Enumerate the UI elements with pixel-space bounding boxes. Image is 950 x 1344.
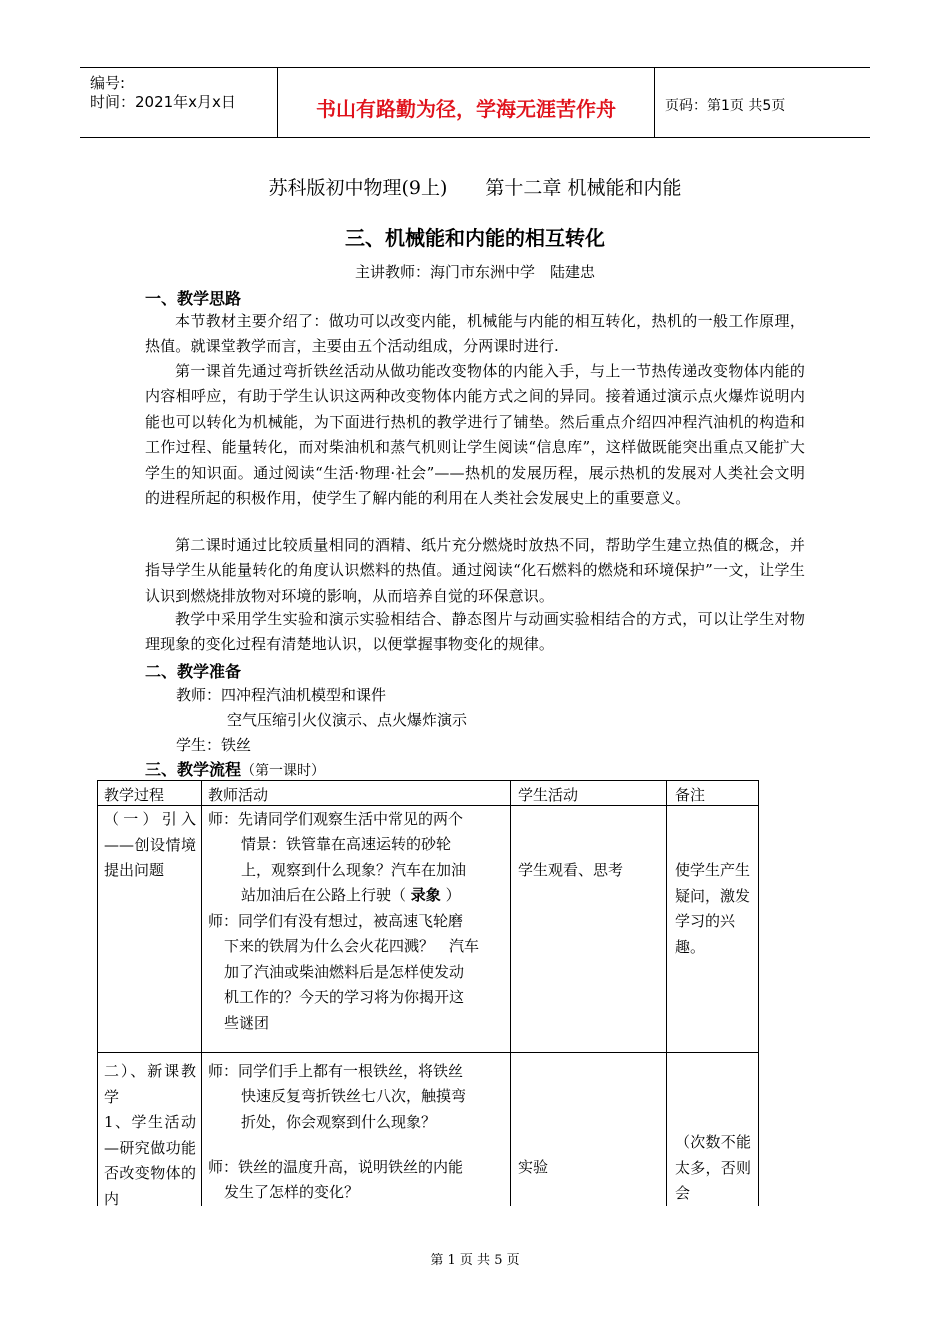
prep-teacher-line2: 空气压缩引火仪演示、点火爆炸演示	[227, 711, 468, 729]
section1-paragraph-1: 本节教材主要介绍了：做功可以改变内能，机械能与内能的相互转化，热机的一般工作原理，热值。就课堂教学而言，主要由五个活动组成，分两课时进行.	[145, 312, 805, 356]
row1-teacher-line4-bold: 录象	[410, 886, 441, 904]
row1-student: 学生观看、思考	[518, 861, 624, 879]
row1-teacher-line4	[241, 883, 461, 909]
row1-teacher-line4-post: ）	[440, 886, 461, 904]
doc-teacher: 主讲教师：海门市东洲中学 陆建忠	[354, 263, 595, 281]
motto: 书山有路勤为径，学海无涯苦作舟	[316, 97, 616, 121]
prep-teacher-line1: 教师：四冲程汽油机模型和课件	[176, 686, 387, 704]
row1-teacher-line5: 师：同学们有没有想过，被高速飞轮磨	[208, 912, 464, 930]
col-header-teacher: 教师活动	[208, 786, 269, 804]
page-indicator: 页码：第1页 共5页	[665, 98, 786, 114]
col-header-student: 学生活动	[518, 786, 579, 804]
row2-process: 二）、新课教学 1、学生活动—研究做功能否改变物体的内	[104, 1062, 196, 1208]
number-label: 编号:	[90, 74, 126, 92]
row1-teacher-line4-pre: 站加油后在公路上行驶（	[241, 886, 411, 904]
row1-teacher-line9: 些谜团	[224, 1014, 270, 1032]
col-header-note: 备注	[675, 786, 706, 804]
row1-teacher-line6: 下来的铁屑为什么会火花四溅？ 汽车	[224, 937, 480, 955]
row2-student: 实验	[518, 1158, 549, 1176]
section1-paragraph-4: 教学中采用学生实验和演示实验相结合、静态图片与动画实验相结合的方式，可以让学生对物理现象的变化过程有清楚地认识，以便掌握事物变化的规律。	[145, 610, 805, 654]
row2-teacher-line1: 师：同学们手上都有一根铁丝，将铁丝	[208, 1062, 464, 1080]
doc-title: 三、机械能和内能的相互转化	[345, 226, 605, 250]
section2-heading: 二、教学准备	[145, 662, 242, 681]
row1-teacher-line2: 情景：铁管靠在高速运转的砂轮	[241, 835, 452, 853]
page-footer: 第 1 页 共 5 页	[430, 1253, 520, 1268]
row2-teacher-line2: 快速反复弯折铁丝七八次，触摸弯	[241, 1087, 467, 1105]
prep-student-line: 学生：铁丝	[176, 736, 252, 754]
row2-note: （次数不能太多，否则会	[675, 1133, 751, 1202]
row1-teacher-line8: 机工作的？今天的学习将为你揭开这	[224, 988, 465, 1006]
header-motto-cell	[278, 68, 655, 137]
page-header	[80, 67, 870, 138]
section3-heading-text: 三、教学流程	[145, 760, 242, 779]
time-label: 时间：2021年x月x日	[90, 93, 236, 111]
header-meta-cell	[80, 68, 278, 137]
section1-paragraph-3: 第二课时通过比较质量相同的酒精、纸片充分燃烧时放热不同，帮助学生建立热值的概念，并指导学生从能量转化的角度认识燃料的热值。通过阅读“化石燃料的燃烧和环境保护”一文，让学生认识到燃烧排放物对环境的影响，从而培养自觉的环保意识。	[145, 536, 805, 605]
doc-subtitle: 苏科版初中物理(9上) 第十二章 机械能和内能	[268, 177, 682, 199]
section3-heading	[145, 757, 325, 780]
row2-teacher-line5: 发生了怎样的变化？	[224, 1183, 360, 1201]
row1-process: （一）引入——创设情境 提出问题	[104, 810, 212, 879]
header-page-cell	[655, 68, 870, 137]
row1-teacher-line3: 上，观察到什么现象？汽车在加油	[241, 861, 467, 879]
row2-teacher-line3: 折处，你会观察到什么现象？	[241, 1113, 437, 1131]
section1-heading: 一、教学思路	[145, 289, 242, 308]
row1-note: 使学生产生疑问，激发学习的兴趣。	[675, 861, 751, 956]
col-header-process: 教学过程	[104, 786, 165, 804]
section1-paragraph-2: 第一课首先通过弯折铁丝活动从做功能改变物体的内能入手，与上一节热传递改变物体内能的内容相呼应，有助于学生认识这两种改变物体内能方式之间的异同。接着通过演示点火爆炸说明内能也可以转化为机械能，为下面进行热机的教学进行了铺垫。然后重点介绍四冲程汽油机的构造和工作过程、能量转化，而对柴油机和蒸气机则让学生阅读“信息库”，这样做既能突出重点又能扩大学生的知识面。通过阅读“生活·物理·社会”——热机的发展历程，展示热机的发展对人类社会文明的进程所起的积极作用，使学生了解内能的利用在人类社会发展史上的重要意义。	[145, 362, 805, 508]
row2-teacher-line4: 师：铁丝的温度升高，说明铁丝的内能	[208, 1158, 464, 1176]
section3-heading-note: （第一课时）	[241, 763, 326, 779]
teaching-flow-table	[97, 780, 759, 1206]
row1-teacher-line7: 加了汽油或柴油燃料后是怎样使发动	[224, 963, 465, 981]
row1-teacher-line1: 师：先请同学们观察生活中常见的两个	[208, 810, 464, 828]
